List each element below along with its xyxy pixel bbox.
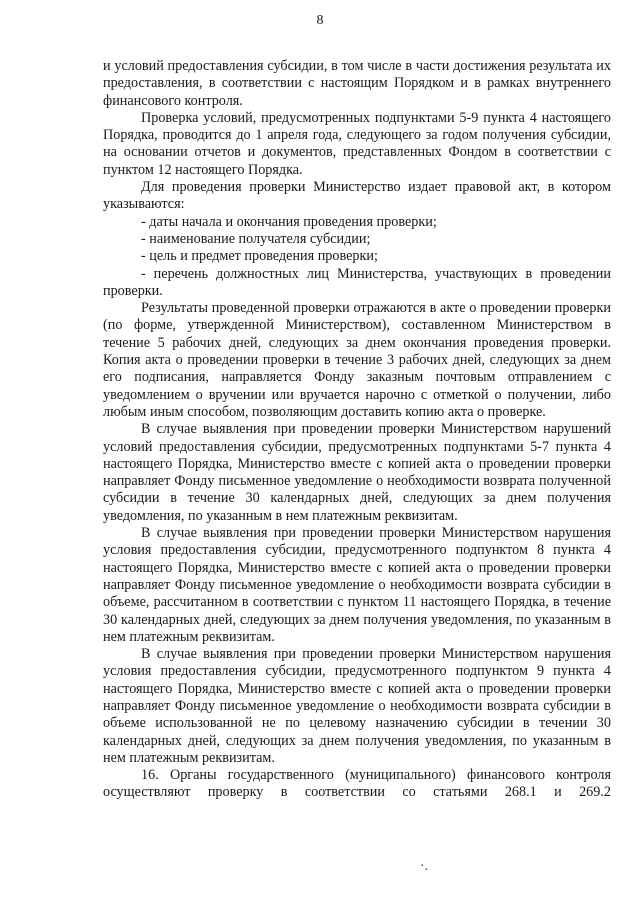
list-item-officials: - перечень должностных лиц Министерства, участвующих в проведении проверки. xyxy=(103,265,611,299)
paragraph-check-conditions: Проверка условий, предусмотренных подпунктами 5-9 пункта 4 настоящего Порядка, проводится до 1 апреля года, следующего за годом получения субсидии, на основании отчетов и документов, представленных Фондом в соответствии с пунктом 12 настоящего Порядка. xyxy=(103,109,611,178)
list-item-dates: - даты начала и окончания проведения проверки; xyxy=(141,213,437,230)
list-item-recipient: - наименование получателя субсидии; xyxy=(141,230,371,247)
page-number: 8 xyxy=(316,13,324,28)
paragraph-violation-5-7: В случае выявления при проведении проверки Министерством нарушений условий предоставления субсидии, предусмотренных подпунктами 5-7 пункта 4 настоящего Порядка, Министерство вместе с копией акта о проведении проверки направляет Фонду письменное уведомление о необходимости возврата полученной субсидии в течение 30 календарных дней, следующих за днем получения уведомления, по указанным в нем платежным реквизитам. xyxy=(103,421,611,524)
paragraph-violation-9: В случае выявления при проведении проверки Министерством нарушения условия предоставления субсидии, предусмотренного подпунктом 9 пункта 4 настоящего Порядка, Министерство вместе с копией акта о проведении проверки направляет Фонду письменное уведомление о необходимости возврата субсидии в объеме использованной не по целевому назначению субсидии в течении 30 календарных дней, следующих за днем получения уведомления, по указанным в нем платежным реквизитам. xyxy=(103,646,611,766)
scan-mark: ·. xyxy=(420,859,429,874)
list-item-goal: - цель и предмет проведения проверки; xyxy=(141,248,378,265)
paragraph-state-control: 16. Органы государственного (муниципального) финансового контроля осуществляют проверку в соответствии со статьями 268.1 и 269.2 xyxy=(103,767,611,801)
paragraph-results-act: Результаты проведенной проверки отражаются в акте о проведении проверки (по форме, утвержденной Министерством), составленном Министерством в течение 5 рабочих дней, следующих за днем окончания проведения проверки. Копия акта о проведении проверки в течение 3 рабочих дней, следующих за днем его подписания, направляется Фонду заказным почтовым отправлением с уведомлением о вручении или вручается нарочно с отметкой о получении, либо любым иным способом, позволяющим доставить копию акта о проверке. xyxy=(103,300,611,420)
paragraph-continuation: и условий предоставления субсидии, в том числе в части достижения результата их предоставления, в соответствии с настоящим Порядком и в рамках внутреннего финансового контроля. xyxy=(103,58,611,109)
paragraph-legal-act: Для проведения проверки Министерство издает правовой акт, в котором указываются: xyxy=(103,179,611,213)
document-body xyxy=(103,58,611,802)
paragraph-violation-8: В случае выявления при проведении проверки Министерством нарушения условия предоставления субсидии, предусмотренного подпунктом 8 пункта 4 настоящего Порядка, Министерство вместе с копией акта о проведении проверки направляет Фонду письменное уведомление о необходимости возврата субсидии в объеме, рассчитанном в соответствии с пунктом 11 настоящего Порядка, в течение 30 календарных дней, следующих за днем получения уведомления, по указанным в нем платежным реквизитам. xyxy=(103,525,611,645)
